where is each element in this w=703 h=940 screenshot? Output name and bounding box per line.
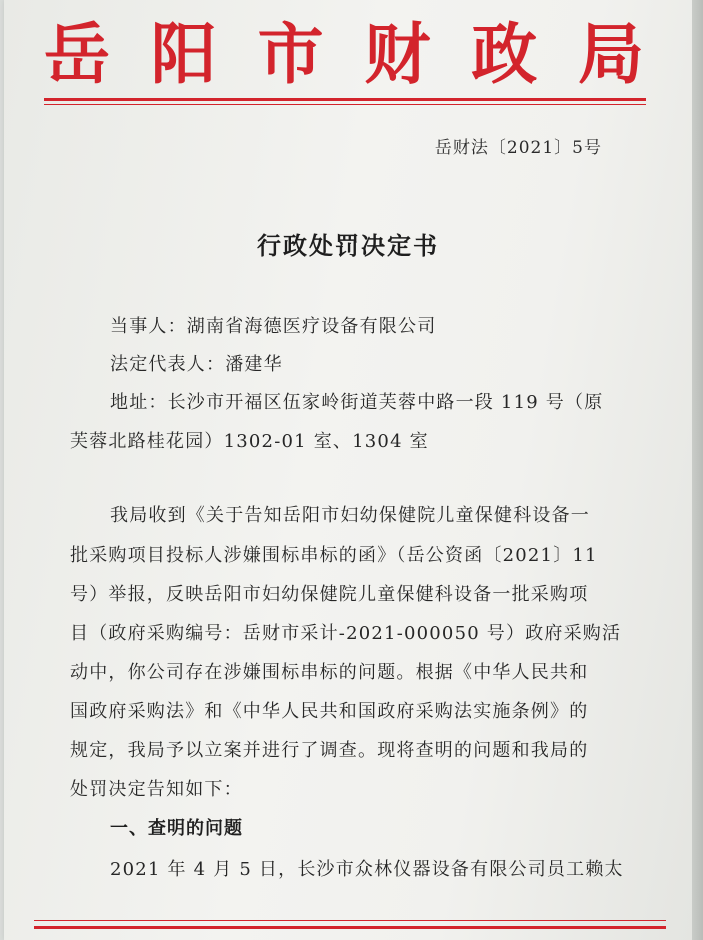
header-rule-thin	[44, 104, 646, 105]
document-page	[4, 0, 692, 940]
body-line: 批采购项目投标人涉嫌围标串标的函》（岳公资函〔2021〕11	[70, 545, 598, 566]
legal-representative: 法定代表人：潘建华	[110, 354, 283, 375]
document-title: 行政处罚决定书	[257, 231, 439, 260]
body-line: 动中，你公司存在涉嫌围标串标的问题。根据《中华人民共和	[70, 662, 589, 683]
body-line: 目（政府采购编号：岳财市采计-2021-000050 号）政府采购活	[70, 623, 622, 644]
issuer-char: 局	[577, 15, 644, 93]
body-line: 处罚决定告知如下：	[70, 779, 243, 800]
page-edge-background	[692, 0, 703, 940]
issuer-char: 岳	[44, 15, 110, 93]
issuer-header	[44, 14, 644, 94]
section-heading: 一、查明的问题	[110, 818, 243, 839]
body-line: 号）举报，反映岳阳市妇幼保健院儿童保健科设备一批采购项	[70, 584, 589, 605]
issuer-char: 政	[471, 15, 538, 93]
address-line-2: 芙蓉北路桂花园）1302-01 室、1304 室	[70, 431, 429, 452]
footer-rule-thick	[34, 926, 666, 929]
address-line-1: 地址：长沙市开福区伍家岭街道芙蓉中路一段 119 号（原	[110, 392, 604, 413]
party-name: 当事人：湖南省海德医疗设备有限公司	[110, 316, 437, 337]
issuer-char: 阳	[150, 15, 217, 93]
footer-rule-thin	[34, 920, 666, 921]
body-line: 国政府采购法》和《中华人民共和国政府采购法实施条例》的	[70, 701, 589, 722]
body-line: 我局收到《关于告知岳阳市妇幼保健院儿童保健科设备一	[110, 505, 590, 526]
document-number: 岳财法〔2021〕5号	[434, 138, 602, 158]
issuer-char: 市	[257, 15, 324, 93]
body-line: 规定，我局予以立案并进行了调查。现将查明的问题和我局的	[70, 740, 589, 761]
section-body-line: 2021 年 4 月 5 日，长沙市众林仪器设备有限公司员工赖太	[110, 859, 624, 880]
issuer-char: 财	[364, 15, 431, 93]
header-rule-thick	[44, 98, 646, 101]
